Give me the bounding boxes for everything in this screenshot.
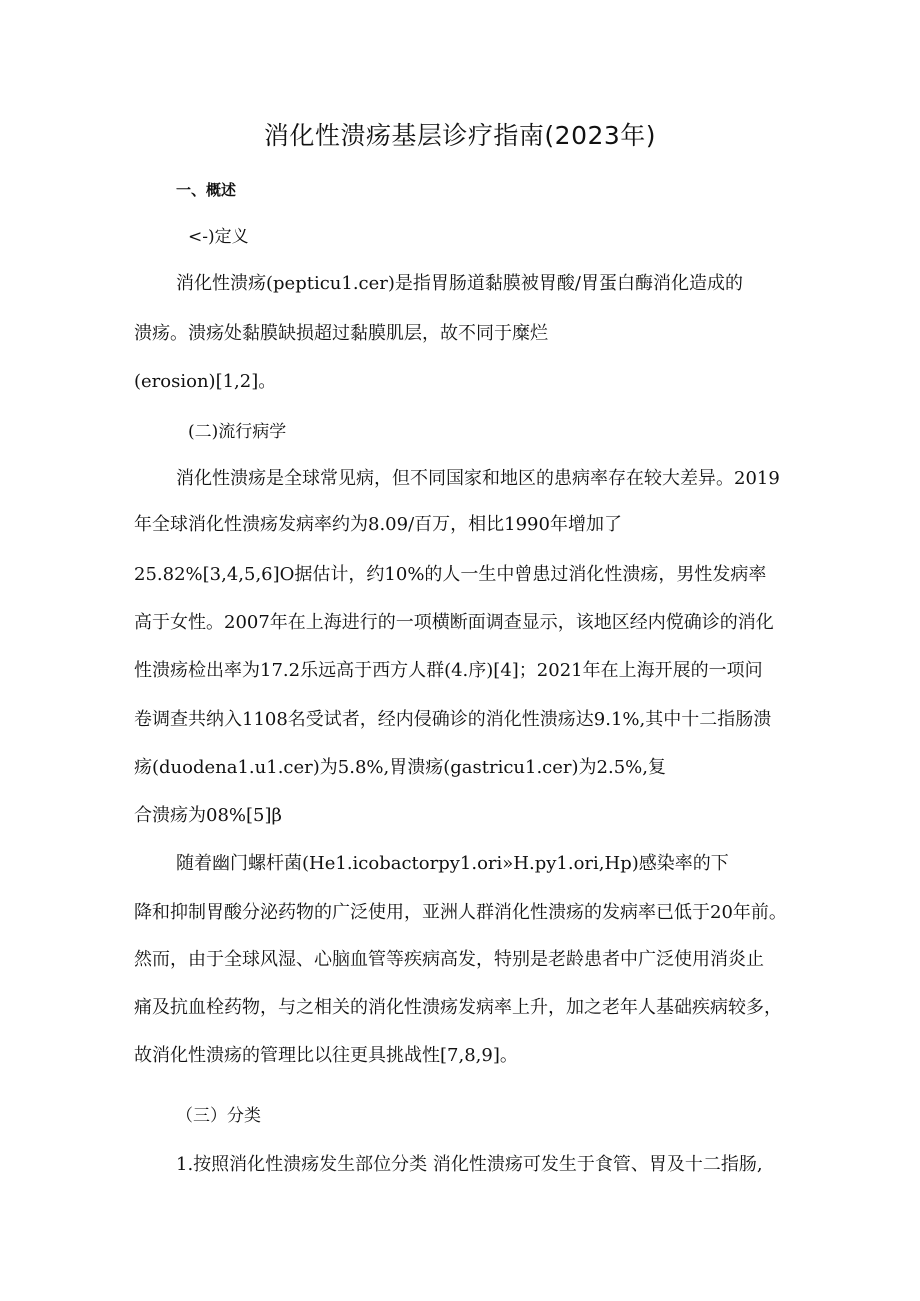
- section-heading-overview: 一、概述: [176, 181, 237, 199]
- paragraph-line: 消化性溃疡是全球常见病，但不同国家和地区的患病率存在较大差异。2019: [176, 468, 780, 489]
- subsection-heading-definition: <-)定义: [188, 227, 249, 247]
- paragraph-line: 故消化性溃疡的管理比以往更具挑战性[7,8,9]。: [134, 1045, 518, 1066]
- paragraph-line: 降和抑制胃酸分泌药物的广泛使用，亚洲人群消化性溃疡的发病率已低于20年前。: [134, 902, 787, 923]
- paragraph-line: 高于女性。2007年在上海进行的一项横断面调查显示，该地区经内傥确诊的消化: [134, 612, 774, 633]
- paragraph-line: 然而，由于全球风湿、心脑血管等疾病高发，特别是老龄患者中广泛使用消炎止: [134, 949, 764, 970]
- paragraph-line: 卷调查共纳入1108名受试者，经内侵确诊的消化性溃疡达9.1%,其中十二指肠溃: [134, 709, 772, 730]
- paragraph-line: 年全球消化性溃疡发病率约为8.09/百万，相比1990年增加了: [134, 514, 622, 535]
- paragraph-line: 消化性溃疡(pepticu1.cer)是指胃肠道黏膜被胃酸/胃蛋白酶消化造成的: [176, 273, 743, 294]
- subsection-heading-classification: （三）分类: [176, 1106, 261, 1126]
- paragraph-line: 痛及抗血栓药物，与之相关的消化性溃疡发病率上升，加之老年人基础疾病较多，: [134, 997, 782, 1018]
- paragraph-line: 溃疡。溃疡处黏膜缺损超过黏膜肌层，故不同于糜烂: [134, 323, 548, 344]
- paragraph-line: 25.82%[3,4,5,6]О据估计，约10%的人一生中曾患过消化性溃疡，男性发病率: [134, 564, 767, 585]
- paragraph-line: 合溃疡为08%[5]β: [134, 805, 282, 826]
- subsection-heading-epidemiology: (二)流行病学: [188, 422, 287, 442]
- paragraph-line: 性溃疡检出率为17.2乐远高于西方人群(4.序)[4]；2021年在上海开展的一项问: [134, 660, 763, 681]
- paragraph-line: 疡(duodena1.u1.cer)为5.8%,胃溃疡(gastricu1.cer)为2.5%,复: [134, 757, 666, 778]
- paragraph-line: 1.按照消化性溃疡发生部位分类 消化性溃疡可发生于食管、胃及十二指肠,: [176, 1154, 763, 1175]
- paragraph-line: (erosion)[1,2]。: [134, 371, 277, 392]
- document-title: 消化性溃疡基层诊疗指南(2023年): [263, 121, 657, 150]
- paragraph-line: 随着幽门螺杆菌(He1.icobactorpy1.ori»H.py1.ori,Hp)感染率的下: [176, 853, 729, 874]
